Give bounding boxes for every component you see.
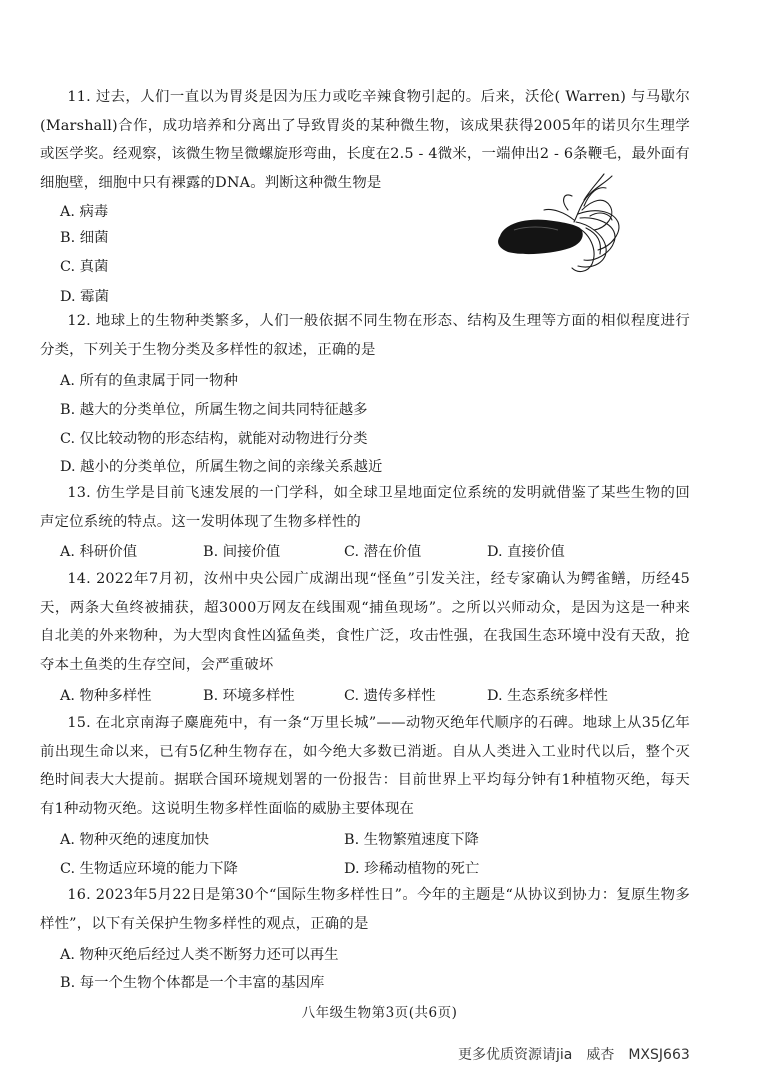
question-15-option-b: B. 生物繁殖速度下降	[344, 832, 479, 848]
question-11-option-b: B. 细菌	[60, 230, 109, 246]
question-14-option-a: A. 物种多样性	[60, 688, 152, 704]
question-16-option-b: B. 每一个生物个体都是一个丰富的基因库	[60, 975, 325, 991]
question-16-option-a: A. 物种灭绝后经过人类不断努力还可以再生	[60, 947, 339, 963]
question-13-option-a: A. 科研价值	[60, 544, 138, 560]
question-12-option-d: D. 越小的分类单位，所属生物之间的亲缘关系越近	[60, 459, 383, 475]
question-12-stem: 12. 地球上的生物种类繁多，人们一般依据不同生物在形态、结构及生理等方面的相似程度进行分类，下列关于生物分类及多样性的叙述，正确的是	[40, 313, 690, 358]
question-11-option-a: A. 病毒	[60, 204, 109, 220]
question-14-option-b: B. 环境多样性	[203, 688, 295, 704]
question-13-option-d: D. 直接价值	[487, 544, 565, 560]
question-15-stem: 15. 在北京南海子麋鹿苑中，有一条“万里长城”——动物灭绝年代顺序的石碑。地球上从35亿年前出现生命以来，已有5亿种生物存在，如今绝大多数已消逝。自从人类进入工业时代以后，整个灭绝时间表大大提前。据联合国环境规划署的一份报告：目前世界上平均每分钟有1种植物灭绝，每天有1种动物灭绝。这说明生物多样性面临的威胁主要体现在	[40, 715, 690, 817]
question-13-option-b: B. 间接价值	[203, 544, 281, 560]
question-11-option-d: D. 霉菌	[60, 289, 109, 305]
question-12-option-a: A. 所有的鱼隶属于同一物种	[60, 373, 238, 389]
question-13-option-c: C. 潜在价值	[344, 544, 422, 560]
question-12-option-c: C. 仅比较动物的形态结构，就能对动物进行分类	[60, 431, 368, 447]
question-12-option-b: B. 越大的分类单位，所属生物之间共同特征越多	[60, 402, 368, 418]
question-16-stem: 16. 2023年5月22日是第30个“国际生物多样性日”。今年的主题是“从协议到协力：复原生物多样性”，以下有关保护生物多样性的观点，正确的是	[40, 887, 690, 932]
question-11-option-c: C. 真菌	[60, 259, 109, 275]
question-13-stem: 13. 仿生学是目前飞速发展的一门学科，如全球卫星地面定位系统的发明就借鉴了某些生物的回声定位系统的特点。这一发明体现了生物多样性的	[40, 485, 690, 530]
page-footer: 八年级生物第3页(共6页)	[301, 1005, 458, 1021]
question-15-option-a: A. 物种灭绝的速度加快	[60, 832, 210, 848]
question-14-stem: 14. 2022年7月初，汝州中央公园广成湖出现“怪鱼”引发关注，经专家确认为鳄雀鳝，历经45天，两条大鱼终被捕获，超3000万网友在线围观“捕鱼现场”。之所以兴师动众，是因为这是一种来自北美的外来物种，为大型肉食性凶猛鱼类，食性广泛，攻击性强，在我国生态环境中没有天敌，抢夺本土鱼类的生存空间，会严重破坏	[40, 571, 690, 673]
question-15-option-c: C. 生物适应环境的能力下降	[60, 861, 238, 877]
question-14-option-c: C. 遗传多样性	[344, 688, 436, 704]
question-15-option-d: D. 珍稀动植物的死亡	[344, 861, 480, 877]
bacterium-flagella-figure	[494, 170, 626, 278]
question-14-option-d: D. 生态系统多样性	[487, 688, 608, 704]
question-11-stem: 11. 过去，人们一直以为胃炎是因为压力或吃辛辣食物引起的。后来，沃伦( Warren) 与马歇尔(Marshall)合作，成功培养和分离出了导致胃炎的某种微生物，该成果获得2005年的诺贝尔生理学或医学奖。经观察，该微生物呈微螺旋形弯曲，长度在2.5 - 4微米，一端伸出2 - 6条鞭毛，最外面有细胞壁，细胞中只有裸露的DNA。判断这种微生物是	[40, 89, 690, 191]
watermark-text: 更多优质资源请jia 威杏 MXSJ663	[458, 1047, 690, 1063]
